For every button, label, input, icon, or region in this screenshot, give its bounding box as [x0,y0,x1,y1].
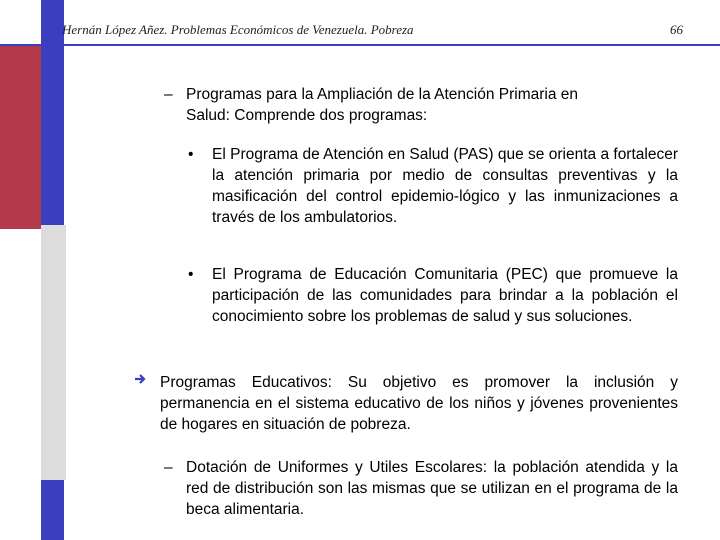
header-title: Hernán López Añez. Problemas Económicos de Venezuela. Pobreza [62,22,414,37]
sub2-text: El Programa de Educación Comunitaria (PEC) que promueve la participación de las comunidades para brindar a la población el conocimiento sobre los problemas de salud y sus soluciones. [212,266,678,325]
header-divider [0,44,720,46]
sub2-bullet: • [188,266,194,283]
item3-text: Dotación de Uniformes y Utiles Escolares: la población atendida y la red de distribución son las mismas que se utilizan en el programa de la beca alimentaria. [186,459,678,518]
item2-text: Programas Educativos: Su objetivo es promover la inclusión y permanencia en el sistema educativo de los niños y jóvenes provenientes de hogares en situación de pobreza. [160,374,678,433]
arrow-right-icon [134,372,148,386]
item1-line1: Programas para la Ampliación de la Atención Primaria en [186,86,579,103]
decorative-gray-bar [41,225,66,480]
page-number: 66 [670,22,683,37]
item1-line2: Salud: Comprende dos programas: [186,107,428,124]
item3-dash: – [164,459,173,476]
decorative-red-bar [0,44,41,229]
sub1-text: El Programa de Atención en Salud (PAS) que se orienta a fortalecer la atención primaria por medio de consultas preventivas y la masificación del control epidemio-lógico y las inmunizaciones a través de los ambulatorios. [212,146,678,226]
sub1-bullet: • [188,146,194,163]
item1-dash: – [164,86,173,103]
